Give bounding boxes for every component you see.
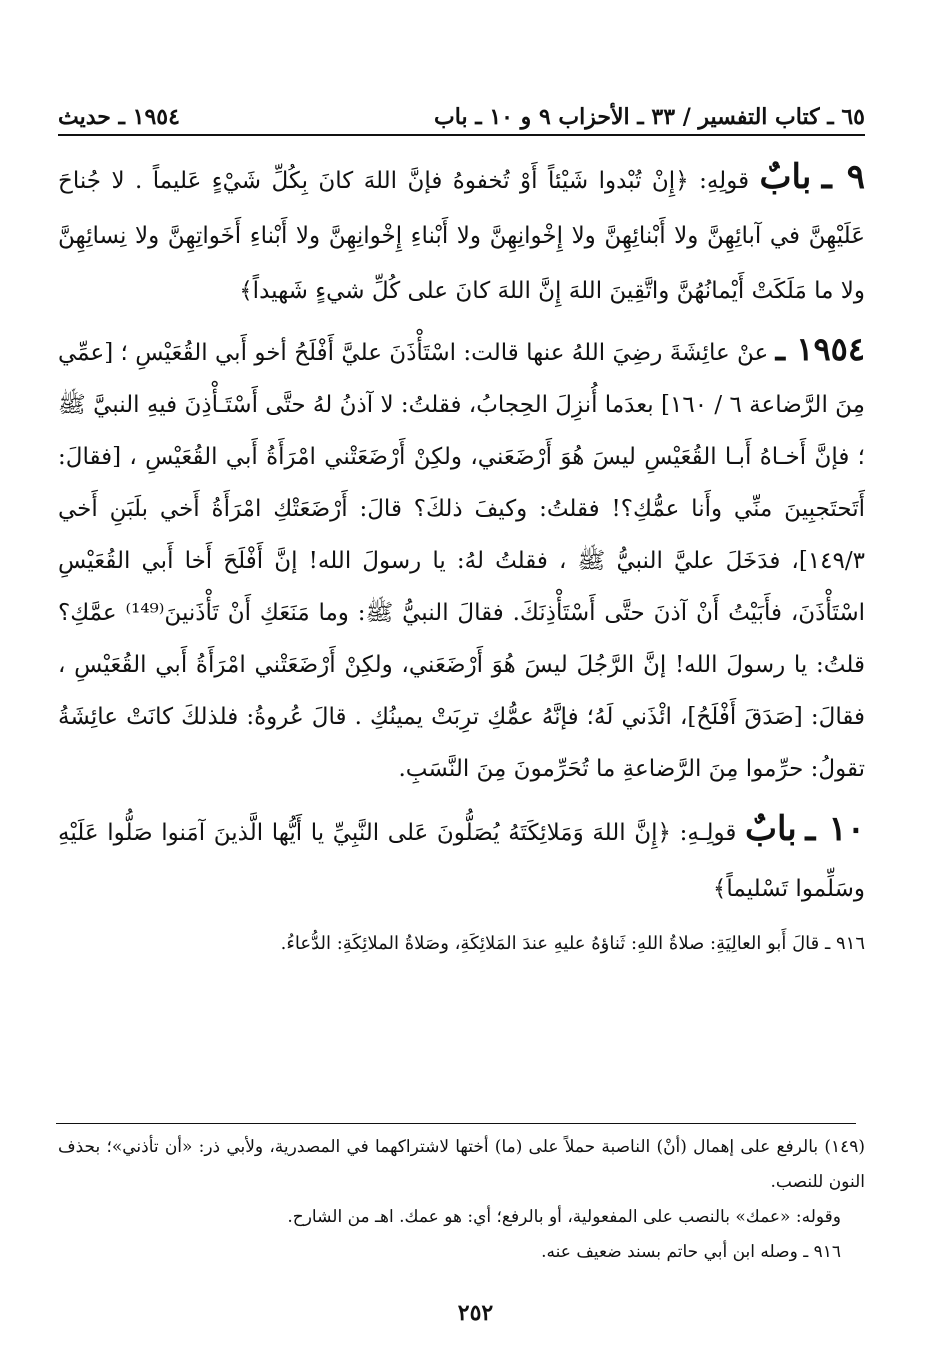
hadith-number: ١٩٥٤ ـ (775, 330, 866, 368)
section-9 (58, 150, 865, 319)
hadith-text: عنْ عائِشَةَ رضِيَ اللهُ عنها قالت: اسْتَأْذَنَ عليَّ أَفْلَحُ أخو أَبي القُعَيْسِ ؛ [عمِّي مِنَ الرَّضاعة ٦ / ١٦٠] بعدَما أُنزِلَ الحِجابُ، فقلتُ: لا آذنُ لهُ حتَّى أَسْتَـأْذِنَ فيهِ النبيَّ ﷺ ؛ فإنَّ أَخـاهُ أَبـا القُعَيْسِ ليسَ هُوَ أَرْضَعَني، ولكِنْ أَرْضَعَتْني امْرَأَةُ أَبي القُعَيْسِ ، [فقالَ: أَتَحتَجبِينَ منِّي وأَنا عمُّكِ؟! فقلتُ: وكيفَ ذلكَ؟ قالَ: أَرْضَعَتْكِ امْرَأَةُ أَخي بلَبَنِ أَخي ١٤٩/٣]، فدَخَلَ عليَّ النبيُّ ﷺ ، فقلتُ لهُ: يا رسولَ الله! إنَّ أَفْلَحَ أَخا أَبي القُعَيْسِ اسْتَأْذَنَ، فأَبَيْتُ أَنْ آذنَ حتَّى أَسْتَأْذِنَكَ. فقالَ النبيُّ ﷺ: وما مَنَعَكِ أَنْ تَأْذَنينَ⁽¹⁴⁹⁾ عمَّكِ؟ قلتُ: يا رسولَ الله! إنَّ الرَّجُلَ ليسَ هُوَ أَرْضَعَني، ولكِنْ أَرْضَعَتْني امْرَأَةُ أَبي القُعَيْسِ ، فقالَ: [صَدَقَ أَفْلَحُ]، ائْذَني لَهُ؛ فإنَّهُ عمُّكِ ترِبَتْ يمينُكِ . قالَ عُروةُ: فلذلكَ كانَتْ عائِشَةُ تقولُ: حرِّموا مِنَ الرَّضاعةِ ما تُحَرِّمونَ مِنَ النَّسَبِ. (58, 340, 865, 782)
header-hadith-range: ١٩٥٤ ـ حديث (58, 104, 180, 130)
section-9-number: ٩ ـ (821, 157, 865, 197)
footnote-149-continuation: وقوله: «عمك» بالنصب على المفعولية، أو بالرفع؛ أي: هو عمك. اهـ من الشارح. (287, 1207, 841, 1227)
page-number: ٢٥٢ (457, 1300, 494, 1326)
main-text (58, 150, 865, 961)
running-header (58, 96, 865, 136)
footnotes (58, 1130, 865, 1270)
section-10-verse: قولِـهِ: ﴿إِنَّ اللهَ وَمَلائِكَتَهُ يُصَلُّونَ عَلى النَّبِيِّ يا أَيُّها الَّذينَ آمَنوا صَلُّوا عَلَيْهِ وسَلِّموا تَسْليماً﴾ (58, 820, 865, 902)
header-chapter: ٦٥ ـ كتاب التفسير / ٣٣ ـ الأحزاب ٩ و ١٠ ـ باب (434, 104, 865, 130)
footnote-divider (56, 1123, 856, 1124)
hadith-1954 (58, 323, 865, 795)
section-10-number: ١٠ ـ (805, 809, 866, 849)
section-9-heading: بابٌ (759, 157, 812, 197)
footnote-916: ٩١٦ ـ وصله ابن أبي حاتم بسند ضعيف عنه. (541, 1242, 841, 1262)
section-10-heading: بابٌ (744, 809, 797, 849)
athar-916: ٩١٦ ـ قالَ أَبو العالِيَةِ: صلاةُ اللهِ: ثَناؤهُ عليهِ عندَ المَلائِكَةِ، وصَلاةُ الملائِكَةِ: الدُّعاءُ. (280, 933, 865, 954)
section-10 (58, 801, 865, 917)
section-9-verse: قولِهِ: ﴿إِنْ تُبْدوا شَيْئاً أَوْ تُخفوهُ فإنَّ اللهَ كانَ بِكُلِّ شَيْءٍ عَليماً . لا جُناحَ عَلَيْهِنَّ في آبائِهِنَّ ولا أَبْنائِهِنَّ ولا إِخْوانِهِنَّ ولا أَبْناءِ إِخْوانِهِنَّ ولا أَبْناءِ أَخَواتِهِنَّ ولا نِسائِهِنَّ ولا ما مَلَكَتْ أَيْمانُهُنَّ واتَّقِينَ اللهَ إِنَّ اللهَ كانَ على كُلِّ شيءٍ شَهيداً﴾ (58, 168, 865, 304)
footnote-149: (١٤٩) بالرفع على إهمال (أنْ) الناصبة حملاً على (ما) أختها لاشتراكهما في المصدرية، ولأبي ذر: «أن تأذني»؛ بحذف النون للنصب. (58, 1137, 865, 1192)
